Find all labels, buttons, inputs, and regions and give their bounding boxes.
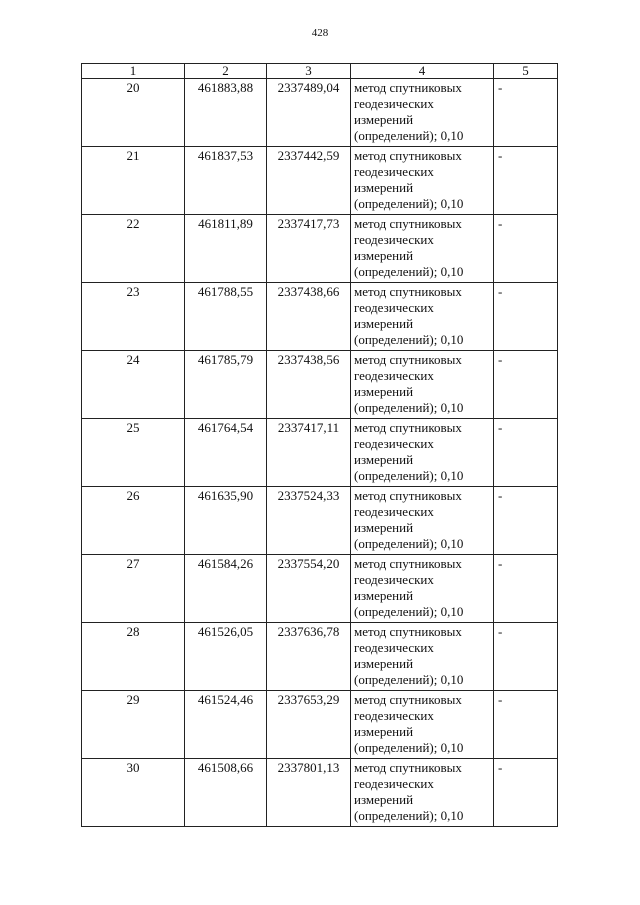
table-row (82, 691, 558, 759)
method-line: геодезических (354, 504, 434, 519)
method-line: (определений); 0,10 (354, 604, 464, 619)
note-cell: - (494, 351, 558, 419)
column-header: 3 (267, 64, 351, 79)
table-row (82, 147, 558, 215)
note-cell: - (494, 283, 558, 351)
y-coordinate-cell: 2337442,59 (267, 147, 351, 215)
page-number: 428 (311, 27, 329, 39)
method-line: измерений (354, 384, 414, 399)
y-coordinate-cell: 2337417,11 (267, 419, 351, 487)
method-line: (определений); 0,10 (354, 740, 464, 755)
note-cell: - (494, 79, 558, 147)
method-cell (351, 147, 494, 215)
table-row (82, 623, 558, 691)
method-line: (определений); 0,10 (354, 672, 464, 687)
note-cell: - (494, 215, 558, 283)
point-number-cell: 23 (82, 283, 185, 351)
method-line: (определений); 0,10 (354, 332, 464, 347)
table-row (82, 487, 558, 555)
y-coordinate-cell: 2337438,66 (267, 283, 351, 351)
method-line: метод спутниковых (354, 488, 462, 503)
note-cell: - (494, 759, 558, 827)
method-line: измерений (354, 316, 414, 331)
note-cell: - (494, 691, 558, 759)
method-line: геодезических (354, 708, 434, 723)
method-cell (351, 419, 494, 487)
point-number-cell: 29 (82, 691, 185, 759)
method-line: геодезических (354, 164, 434, 179)
table-row (82, 79, 558, 147)
table-row (82, 283, 558, 351)
x-coordinate-cell: 461584,26 (185, 555, 267, 623)
y-coordinate-cell: 2337653,29 (267, 691, 351, 759)
method-line: (определений); 0,10 (354, 400, 464, 415)
method-line: (определений); 0,10 (354, 264, 464, 279)
method-line: метод спутниковых (354, 556, 462, 571)
point-number-cell: 24 (82, 351, 185, 419)
method-line: измерений (354, 792, 414, 807)
y-coordinate-cell: 2337554,20 (267, 555, 351, 623)
method-line: геодезических (354, 640, 434, 655)
method-line: (определений); 0,10 (354, 468, 464, 483)
x-coordinate-cell: 461764,54 (185, 419, 267, 487)
method-cell (351, 79, 494, 147)
x-coordinate-cell: 461811,89 (185, 215, 267, 283)
method-line: метод спутниковых (354, 420, 462, 435)
method-line: метод спутниковых (354, 80, 462, 95)
method-line: измерений (354, 588, 414, 603)
method-line: метод спутниковых (354, 760, 462, 775)
method-line: геодезических (354, 300, 434, 315)
table-row (82, 419, 558, 487)
table-row (82, 215, 558, 283)
method-cell (351, 351, 494, 419)
method-cell (351, 623, 494, 691)
method-line: метод спутниковых (354, 352, 462, 367)
method-line: измерений (354, 112, 414, 127)
note-cell: - (494, 623, 558, 691)
note-cell: - (494, 487, 558, 555)
point-number-cell: 21 (82, 147, 185, 215)
y-coordinate-cell: 2337438,56 (267, 351, 351, 419)
method-cell (351, 215, 494, 283)
table-row (82, 555, 558, 623)
x-coordinate-cell: 461883,88 (185, 79, 267, 147)
method-line: геодезических (354, 572, 434, 587)
point-number-cell: 22 (82, 215, 185, 283)
method-line: геодезических (354, 436, 434, 451)
column-header: 2 (185, 64, 267, 79)
method-line: метод спутниковых (354, 624, 462, 639)
method-line: (определений); 0,10 (354, 196, 464, 211)
table-body (82, 79, 558, 827)
method-cell (351, 487, 494, 555)
x-coordinate-cell: 461524,46 (185, 691, 267, 759)
point-number-cell: 26 (82, 487, 185, 555)
method-line: измерений (354, 724, 414, 739)
method-line: измерений (354, 656, 414, 671)
method-line: измерений (354, 520, 414, 535)
point-number-cell: 20 (82, 79, 185, 147)
table-row (82, 759, 558, 827)
method-cell (351, 555, 494, 623)
method-line: (определений); 0,10 (354, 128, 464, 143)
column-header: 4 (351, 64, 494, 79)
point-number-cell: 30 (82, 759, 185, 827)
table-header-row (82, 64, 558, 79)
x-coordinate-cell: 461785,79 (185, 351, 267, 419)
point-number-cell: 27 (82, 555, 185, 623)
method-line: измерений (354, 248, 414, 263)
note-cell: - (494, 419, 558, 487)
x-coordinate-cell: 461508,66 (185, 759, 267, 827)
column-header: 1 (82, 64, 185, 79)
coordinates-table (81, 63, 558, 827)
x-coordinate-cell: 461526,05 (185, 623, 267, 691)
point-number-cell: 25 (82, 419, 185, 487)
y-coordinate-cell: 2337489,04 (267, 79, 351, 147)
method-line: геодезических (354, 232, 434, 247)
column-header: 5 (494, 64, 558, 79)
method-line: измерений (354, 452, 414, 467)
method-line: геодезических (354, 368, 434, 383)
point-number-cell: 28 (82, 623, 185, 691)
method-line: (определений); 0,10 (354, 808, 464, 823)
y-coordinate-cell: 2337636,78 (267, 623, 351, 691)
method-line: геодезических (354, 96, 434, 111)
method-line: метод спутниковых (354, 216, 462, 231)
note-cell: - (494, 147, 558, 215)
x-coordinate-cell: 461635,90 (185, 487, 267, 555)
table-row (82, 351, 558, 419)
method-line: метод спутниковых (354, 284, 462, 299)
method-line: метод спутниковых (354, 692, 462, 707)
note-cell: - (494, 555, 558, 623)
method-cell (351, 283, 494, 351)
method-cell (351, 759, 494, 827)
y-coordinate-cell: 2337524,33 (267, 487, 351, 555)
x-coordinate-cell: 461837,53 (185, 147, 267, 215)
method-cell (351, 691, 494, 759)
y-coordinate-cell: 2337801,13 (267, 759, 351, 827)
method-line: метод спутниковых (354, 148, 462, 163)
x-coordinate-cell: 461788,55 (185, 283, 267, 351)
y-coordinate-cell: 2337417,73 (267, 215, 351, 283)
method-line: геодезических (354, 776, 434, 791)
method-line: измерений (354, 180, 414, 195)
method-line: (определений); 0,10 (354, 536, 464, 551)
